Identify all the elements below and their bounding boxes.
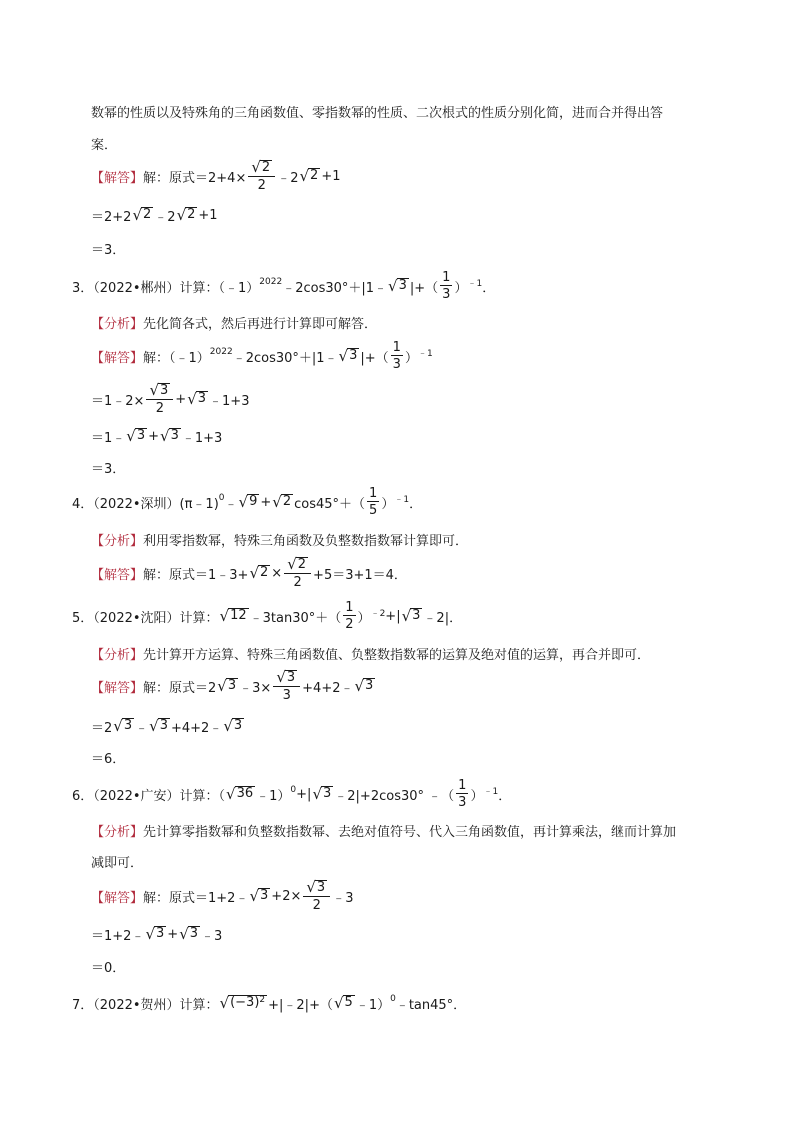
q6-answer-line-1: 【解答】 解：原式＝1+2﹣ √ 3 +2× √ 3 2 ﹣3 (91, 878, 354, 914)
sqrt: √ 3 (149, 716, 168, 735)
sqrt: √ 36 (226, 784, 254, 803)
q3-answer-line-4: ＝3． (91, 461, 126, 477)
q3-analysis: 【分析】 先化简各式，然后再进行计算即可解答． (91, 310, 377, 334)
fraction: √ 2 2 (284, 557, 311, 590)
question-3: 3．（2022•郴州）计算：（﹣1） $^{2022}$ ﹣2cos30°＋|1﹣ √ 3 |+（ $\frac{1}{3}$ ） $^{﹣1}$ ． (72, 270, 496, 302)
q6-analysis-line-2: 减即可． (91, 855, 144, 871)
sqrt: √ 2 (132, 205, 152, 224)
sqrt: √ 5 (333, 993, 353, 1012)
question-4: 4．（2022•深圳）(π﹣1) $^0$ ﹣ √ 9 + √ 2 cos45°＋（ $\frac{1}{5}$ ） $^{﹣1}$ ． (72, 486, 423, 518)
intro-line-1 (91, 99, 663, 123)
answer-tag: 【解答】 (91, 567, 144, 583)
sqrt: √ 3 (217, 676, 237, 695)
sqrt: √ 3 (160, 426, 179, 445)
sqrt: √ 3 (249, 886, 269, 905)
question-5: 5．（2022•沈阳）计算： √ 12 ﹣3tan30°＋（ $\frac{1}{2}$ ） $^{﹣2}$ +| √ 3 ﹣2|． (72, 600, 463, 632)
sqrt: √ 3 (401, 606, 421, 625)
fraction: √ 2 2 (248, 160, 275, 193)
prev-answer-line-2: ＝2+2 √ 2 ﹣2 √ 2 +1 (91, 205, 218, 225)
sqrt: √ 3 (126, 426, 146, 445)
q5-answer-line-2: ＝2 √ 3 ﹣ √ 3 +4+2﹣ √ 3 (91, 716, 243, 736)
fraction: $\frac{1}{3}$ (458, 778, 467, 810)
sqrt: √ 3 (354, 676, 374, 695)
sqrt: √ 3 (187, 389, 207, 408)
q3-answer-line-3: ＝1﹣ √ 3 + √ 3 ﹣1+3 (91, 426, 223, 446)
sqrt: √ 2 (272, 492, 292, 511)
q6-analysis-line-1: 【分析】 先计算零指数幂和负整数指数幂、去绝对值符号、代入三角函数值，再计算乘法，继而计算加 (91, 818, 676, 842)
prev-answer-line-1: 【解答】 解：原式＝2+4× √ 2 2 ﹣2 √ 2 +1 (91, 158, 341, 194)
q5-answer-line-3: ＝6． (91, 751, 126, 767)
prev-answer-lead: 解：原式＝2+4× (143, 170, 247, 186)
prev-answer-line-3: ＝3． (91, 242, 126, 258)
sqrt: √ 3 (312, 784, 332, 803)
sqrt: √ 3 (113, 716, 133, 735)
fraction: $\frac{1}{3}$ (442, 270, 451, 302)
fraction: √ 3 2 (146, 383, 173, 416)
sqrt: √ 3 (338, 346, 358, 365)
sqrt: √ 9 (238, 492, 258, 511)
sqrt: √ 3 (223, 716, 243, 735)
answer-tag: 【解答】 (91, 170, 144, 186)
answer-tag: 【解答】 (91, 890, 144, 906)
q5-analysis: 【分析】 先计算开方运算、特殊三角函数值、负整数指数幂的运算及绝对值的运算，再合并即可． (91, 641, 650, 665)
question-6: 6．（2022•广安）计算：（ √ 36 ﹣1） $^0$ +| √ 3 ﹣2|+2cos30° ﹣（ $\frac{1}{3}$ ） $^{﹣1}$ ． (72, 778, 512, 810)
fraction: $\frac{1}{3}$ (392, 340, 401, 372)
analysis-tag: 【分析】 (91, 824, 144, 840)
intro-text-1: 数幂的性质以及特殊角的三角函数值、零指数幂的性质、二次根式的性质分别化简，进而合并得出答 (91, 105, 664, 121)
intro-text-2: 案． (91, 137, 118, 153)
sqrt: √ 3 (145, 924, 165, 943)
analysis-tag: 【分析】 (91, 647, 144, 663)
sqrt: √ 3 (179, 924, 199, 943)
question-7: 7．（2022•贺州）计算： √ $(-3)^2$ +|﹣2|+（ √ 5 ﹣1） $^0$ ﹣tan45°． (72, 993, 467, 1013)
q4-analysis: 【分析】 利用零指数幂，特殊三角函数及负整数指数幂计算即可． (91, 527, 468, 551)
analysis-tag: 【分析】 (91, 316, 144, 332)
sqrt: √ 12 (219, 606, 247, 625)
q3-answer-line-2: ＝1﹣2× √ 3 2 + √ 3 ﹣1+3 (91, 381, 250, 417)
sqrt: √ 2 (176, 205, 196, 224)
intro-line-2 (91, 131, 117, 155)
fraction: √ 3 2 (303, 880, 330, 913)
sqrt: √ $(-3)^2$ (219, 993, 266, 1012)
sqrt: √ 2 (251, 158, 271, 177)
q3-answer-line-1: 【解答】 解：（﹣1） $^{2022}$ ﹣2cos30°＋|1﹣ √ 3 |+（ $\frac{1}{3}$ ） $^{﹣1}$ (91, 340, 433, 372)
fraction: $\frac{1}{5}$ (369, 486, 378, 518)
q6-answer-line-3: ＝0． (91, 960, 126, 976)
answer-tag: 【解答】 (91, 680, 144, 696)
fraction: $\frac{1}{2}$ (345, 600, 354, 632)
fraction: √ 3 3 (273, 670, 300, 703)
sqrt: √ 2 (249, 563, 269, 582)
sqrt: √ 3 (388, 276, 407, 295)
q6-answer-line-2: ＝1+2﹣ √ 3 + √ 3 ﹣3 (91, 924, 223, 944)
sqrt: √ 2 (299, 166, 319, 185)
q4-answer: 【解答】 解：原式＝1﹣3+ √ 2 × √ 2 2 +5＝3+1＝4． (91, 555, 407, 591)
analysis-tag: 【分析】 (91, 533, 144, 549)
answer-tag: 【解答】 (91, 350, 144, 366)
q5-answer-line-1: 【解答】 解：原式＝2 √ 3 ﹣3× √ 3 3 +4+2﹣ √ 3 (91, 668, 374, 704)
